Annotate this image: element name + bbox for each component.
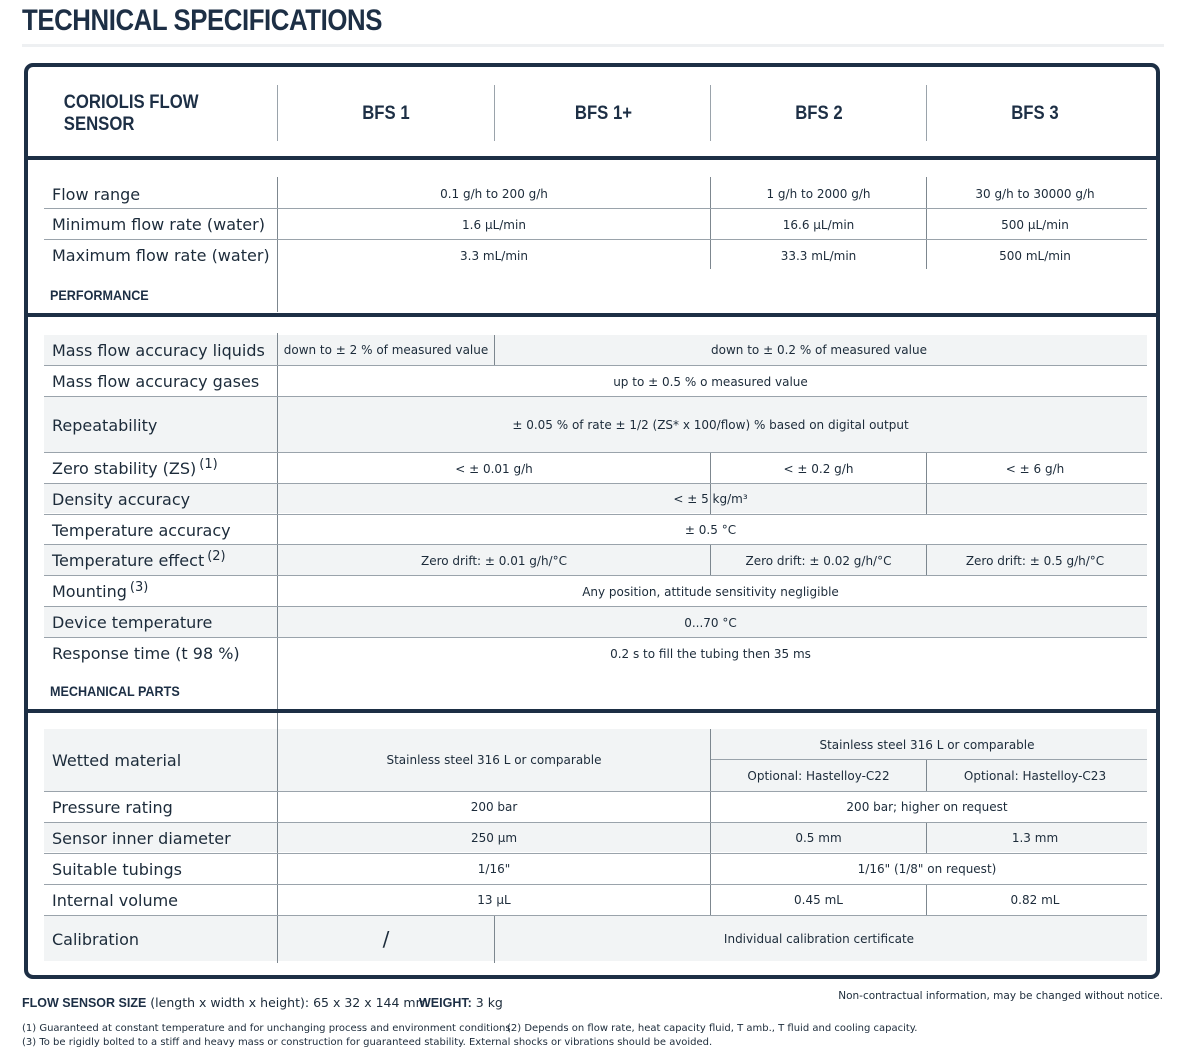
row-label-wetted: Wetted material bbox=[52, 750, 182, 770]
cell-zero-stability-bfs3: < ± 6 g/h bbox=[1005, 461, 1065, 476]
header-bfs2: BFS 2 bbox=[795, 103, 843, 124]
header-product: CORIOLIS FLOW SENSOR bbox=[63, 92, 199, 135]
cell-zero-stability-bfs1: < ± 0.01 g/h bbox=[455, 461, 533, 476]
row-label-mass-gases: Mass flow accuracy gases bbox=[52, 372, 260, 391]
row-label-min-flow: Minimum flow rate (water) bbox=[52, 215, 265, 234]
cell-min-flow-bfs1: 1.6 µL/min bbox=[462, 217, 526, 232]
cell-wetted-bfs1: Stainless steel 316 L or comparable bbox=[386, 753, 602, 767]
cell-pressure-rest: 200 bar; higher on request bbox=[846, 800, 1008, 814]
row-label-calibration: Calibration bbox=[52, 929, 140, 949]
cell-max-flow-bfs3: 500 mL/min bbox=[999, 248, 1071, 263]
cell-repeatability: ± 0.05 % of rate ± 1/2 (ZS* x 100/flow) % based on digital output bbox=[512, 418, 909, 432]
row-label-inner-diameter: Sensor inner diameter bbox=[52, 828, 231, 848]
row-label-repeatability: Repeatability bbox=[52, 415, 158, 435]
cell-mounting: Any position, attitude sensitivity negligible bbox=[582, 584, 839, 599]
row-label-mass-liquids: Mass flow accuracy liquids bbox=[52, 340, 265, 360]
cell-pressure-bfs1: 200 bar bbox=[470, 800, 518, 814]
cell-inner-diameter-bfs1: 250 µm bbox=[470, 831, 518, 845]
cell-temp-effect-bfs1: Zero drift: ± 0.01 g/h/°C bbox=[421, 553, 567, 568]
cell-flow-range-bfs1: 0.1 g/h to 200 g/h bbox=[440, 187, 548, 201]
cell-mass-liquids-rest: down to ± 0.2 % of measured value bbox=[711, 343, 927, 357]
header-bfs3: BFS 3 bbox=[1011, 103, 1059, 124]
row-label-flow-range: Flow range bbox=[52, 184, 141, 204]
row-label-mounting: Mounting $^{(3)}$ bbox=[52, 580, 149, 601]
cell-wetted-bfs2: Optional: Hastelloy-C22 bbox=[747, 768, 890, 783]
cell-max-flow-bfs1: 3.3 mL/min bbox=[460, 248, 528, 263]
cell-wetted-bfs3: Optional: Hastelloy-C23 bbox=[963, 768, 1107, 783]
cell-mass-liquids-bfs1: down to ± 2 % of measured value bbox=[283, 343, 489, 357]
cell-min-flow-bfs3: 500 µL/min bbox=[1001, 217, 1069, 232]
cell-max-flow-bfs2: 33.3 mL/min bbox=[780, 248, 857, 263]
footnote-3: (3) To be rigidly bolted to a stiff and heavy mass or construction for guaranteed stability. External shocks or vibrations should be avoided. bbox=[22, 1037, 713, 1048]
row-label-temp-effect: Temperature effect $^{(2)}$ bbox=[52, 549, 226, 570]
cell-mass-gases: up to ± 0.5 % o measured value bbox=[613, 374, 808, 389]
row-label-tubings: Suitable tubings bbox=[52, 859, 182, 879]
row-label-device-temp: Device temperature bbox=[52, 613, 213, 632]
cell-calibration-bfs1: / bbox=[382, 927, 390, 951]
header-bfs1plus: BFS 1+ bbox=[574, 103, 632, 124]
page-title: TECHNICAL SPECIFICATIONS bbox=[22, 4, 382, 37]
footnote-1: (1) Guaranteed at constant temperature and for unchanging process and environment conditions. bbox=[22, 1023, 514, 1034]
header-bfs1: BFS 1 bbox=[362, 103, 410, 124]
row-label-temp-accuracy: Temperature accuracy bbox=[52, 520, 231, 540]
row-label-volume: Internal volume bbox=[52, 890, 179, 910]
cell-flow-range-bfs2: 1 g/h to 2000 g/h bbox=[766, 187, 871, 201]
cell-device-temp: 0...70 °C bbox=[684, 615, 737, 630]
row-label-density: Density accuracy bbox=[52, 489, 191, 509]
row-label-pressure: Pressure rating bbox=[52, 797, 173, 817]
cell-wetted-rest: Stainless steel 316 L or comparable bbox=[819, 737, 1035, 752]
cell-volume-bfs2: 0.45 mL bbox=[794, 893, 843, 907]
spec-table bbox=[24, 63, 1160, 979]
cell-flow-range-bfs3: 30 g/h to 30000 g/h bbox=[975, 187, 1095, 201]
cell-inner-diameter-bfs3: 1.3 mm bbox=[1011, 831, 1059, 845]
cell-calibration-rest: Individual calibration certificate bbox=[723, 932, 915, 946]
cell-temp-effect-bfs3: Zero drift: ± 0.5 g/h/°C bbox=[965, 553, 1105, 568]
section-divider bbox=[28, 709, 1156, 713]
row-label-zero-stability: Zero stability (ZS) $^{(1)}$ bbox=[52, 457, 218, 478]
section-divider bbox=[28, 156, 1156, 160]
sensor-size: FLOW SENSOR SIZE (length x width x height): 65 x 32 x 144 mm bbox=[22, 995, 428, 1010]
cell-temp-accuracy: ± 0.5 °C bbox=[684, 523, 737, 537]
section-label-performance: PERFORMANCE bbox=[50, 287, 149, 303]
section-label-mechanical: MECHANICAL PARTS bbox=[50, 683, 180, 699]
cell-min-flow-bfs2: 16.6 µL/min bbox=[782, 217, 855, 232]
cell-response: 0.2 s to fill the tubing then 35 ms bbox=[610, 646, 811, 661]
cell-inner-diameter-bfs2: 0.5 mm bbox=[795, 831, 842, 845]
disclaimer: Non-contractual information, may be changed without notice. bbox=[838, 990, 1163, 1002]
cell-volume-bfs3: 0.82 mL bbox=[1010, 893, 1060, 907]
cell-density: < ± 5 kg/m³ bbox=[673, 492, 748, 506]
row-label-max-flow: Maximum flow rate (water) bbox=[52, 246, 270, 265]
cell-tubings-bfs1: 1/16" bbox=[477, 862, 511, 876]
weight: WEIGHT: 3 kg bbox=[419, 995, 503, 1010]
section-divider bbox=[28, 313, 1156, 317]
title-rule bbox=[22, 44, 1164, 47]
cell-volume-bfs1: 13 µL bbox=[477, 893, 511, 907]
cell-tubings-rest: 1/16" (1/8" on request) bbox=[857, 862, 997, 876]
cell-temp-effect-bfs2: Zero drift: ± 0.02 g/h/°C bbox=[745, 553, 892, 568]
footnote-2: (2) Depends on flow rate, heat capacity fluid, T amb., T fluid and cooling capacity. bbox=[507, 1023, 918, 1034]
cell-zero-stability-bfs2: < ± 0.2 g/h bbox=[783, 461, 854, 476]
row-label-response: Response time (t 98 %) bbox=[52, 644, 240, 663]
